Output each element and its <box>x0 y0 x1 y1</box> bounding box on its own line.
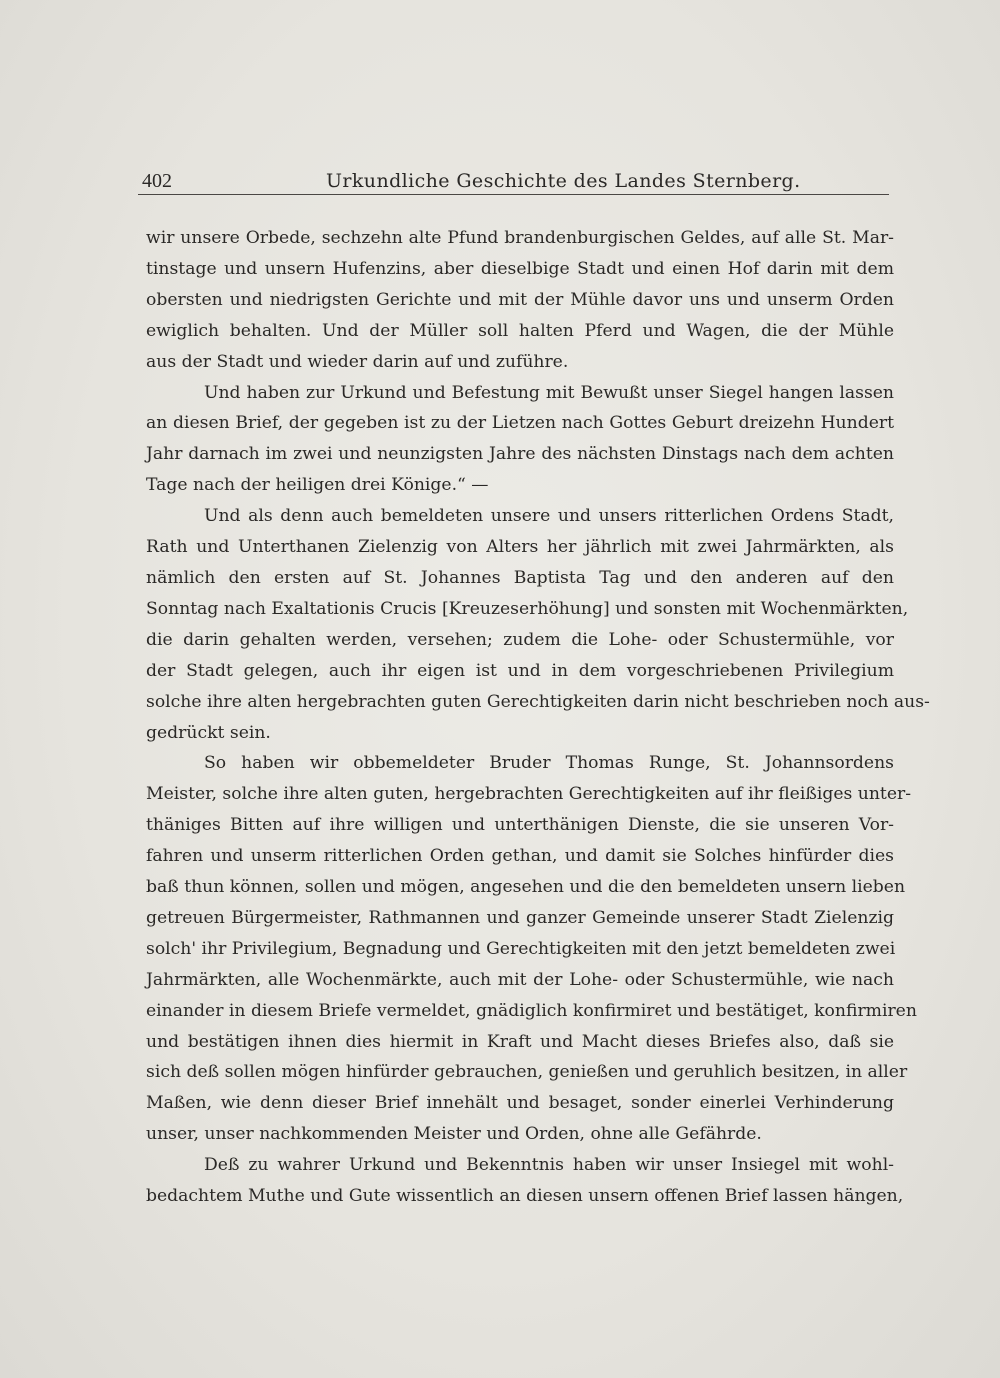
page-header <box>142 168 888 194</box>
text-line: fahren und unserm ritterlichen Orden gethan, und damit sie Solches hinfürder dies <box>146 846 894 867</box>
text-line: wir unsere Orbede, sechzehn alte Pfund brandenburgischen Geldes, auf alle St. Mar- <box>146 228 894 248</box>
text-line: Und als denn auch bemeldeten unsere und unsers ritterlichen Ordens Stadt, <box>204 506 894 527</box>
body-text <box>146 223 930 1212</box>
text-line: solch' ihr Privilegium, Begnadung und Gerechtigkeiten mit den jetzt bemeldeten zwei <box>146 938 896 959</box>
text-line: aus der Stadt und wieder darin auf und zuführe. <box>146 351 569 372</box>
paragraph <box>146 1150 904 1212</box>
text-line: getreuen Bürgermeister, Rathmannen und ganzer Gemeinde unserer Stadt Zielenzig <box>146 907 894 928</box>
text-line: tinstage und unsern Hufenzins, aber dieselbige Stadt und einen Hof darin mit dem <box>146 258 894 279</box>
text-line: Jahr darnach im zwei und neunzigsten Jahre des nächsten Dinstags nach dem achten <box>146 444 894 465</box>
text-line: solche ihre alten hergebrachten guten Gerechtigkeiten darin nicht beschrieben noch aus- <box>146 691 930 712</box>
text-line: und bestätigen ihnen dies hiermit in Kraft und Macht dieses Briefes also, daß sie <box>146 1031 894 1052</box>
text-line: Rath und Unterthanen Zielenzig von Alters her jährlich mit zwei Jahrmärkten, als <box>146 537 894 558</box>
text-line: Jahrmärkten, alle Wochenmärkte, auch mit der Lohe- oder Schustermühle, wie nach <box>146 969 894 990</box>
running-title: Urkundliche Geschichte des Landes Sternberg. <box>326 170 801 192</box>
text-line: obersten und niedrigsten Gerichte und mit der Mühle davor uns und unserm Orden <box>146 289 894 310</box>
text-line: thäniges Bitten auf ihre willigen und unterthänigen Dienste, die sie unseren Vor- <box>146 815 894 836</box>
text-line: unser, unser nachkommenden Meister und Orden, ohne alle Gefährde. <box>146 1124 762 1145</box>
text-line: So haben wir obbemeldeter Bruder Thomas Runge, St. Johannsordens <box>204 753 894 774</box>
text-line: bedachtem Muthe und Gute wissentlich an diesen unsern offenen Brief lassen hängen, <box>146 1186 904 1207</box>
header-rule <box>138 194 889 195</box>
text-line: Sonntag nach Exaltationis Crucis [Kreuzeserhöhung] und sonsten mit Wochenmärkten, <box>146 598 909 619</box>
text-line: einander in diesem Briefe vermeldet, gnädiglich konfirmiret und bestätiget, konfirmiren <box>146 1000 917 1021</box>
text-line: Und haben zur Urkund und Befestung mit Bewußt unser Siegel hangen lassen <box>204 382 894 403</box>
text-line: Meister, solche ihre alten guten, hergebrachten Gerechtigkeiten auf ihr fleißiges unter- <box>146 784 912 805</box>
paragraph <box>146 748 917 1150</box>
paragraph <box>146 501 930 748</box>
page-number: 402 <box>142 170 172 192</box>
text-line: ewiglich behalten. Und der Müller soll halten Pferd und Wagen, die der Mühle <box>146 320 894 341</box>
text-line: gedrückt sein. <box>146 722 271 743</box>
text-line: die darin gehalten werden, versehen; zudem die Lohe- oder Schustermühle, vor <box>146 629 894 650</box>
text-line: sich deß sollen mögen hinfürder gebrauchen, genießen und geruhlich besitzen, in aller <box>146 1062 908 1083</box>
text-line: Maßen, wie denn dieser Brief innehält und besaget, sonder einerlei Verhinderung <box>146 1093 894 1114</box>
paragraph <box>146 378 894 502</box>
text-line: der Stadt gelegen, auch ihr eigen ist und in dem vorgeschriebenen Privilegium <box>146 660 894 681</box>
text-line: Tage nach der heiligen drei Könige.“ — <box>146 475 489 496</box>
text-line: nämlich den ersten auf St. Johannes Baptista Tag und den anderen auf den <box>146 567 894 588</box>
paragraph <box>146 223 894 378</box>
text-line: an diesen Brief, der gegeben ist zu der Lietzen nach Gottes Geburt dreizehn Hundert <box>146 413 894 434</box>
text-line: Deß zu wahrer Urkund und Bekenntnis haben wir unser Insiegel mit wohl- <box>204 1155 894 1176</box>
text-line: baß thun können, sollen und mögen, angesehen und die den bemeldeten unsern lieben <box>146 877 906 898</box>
